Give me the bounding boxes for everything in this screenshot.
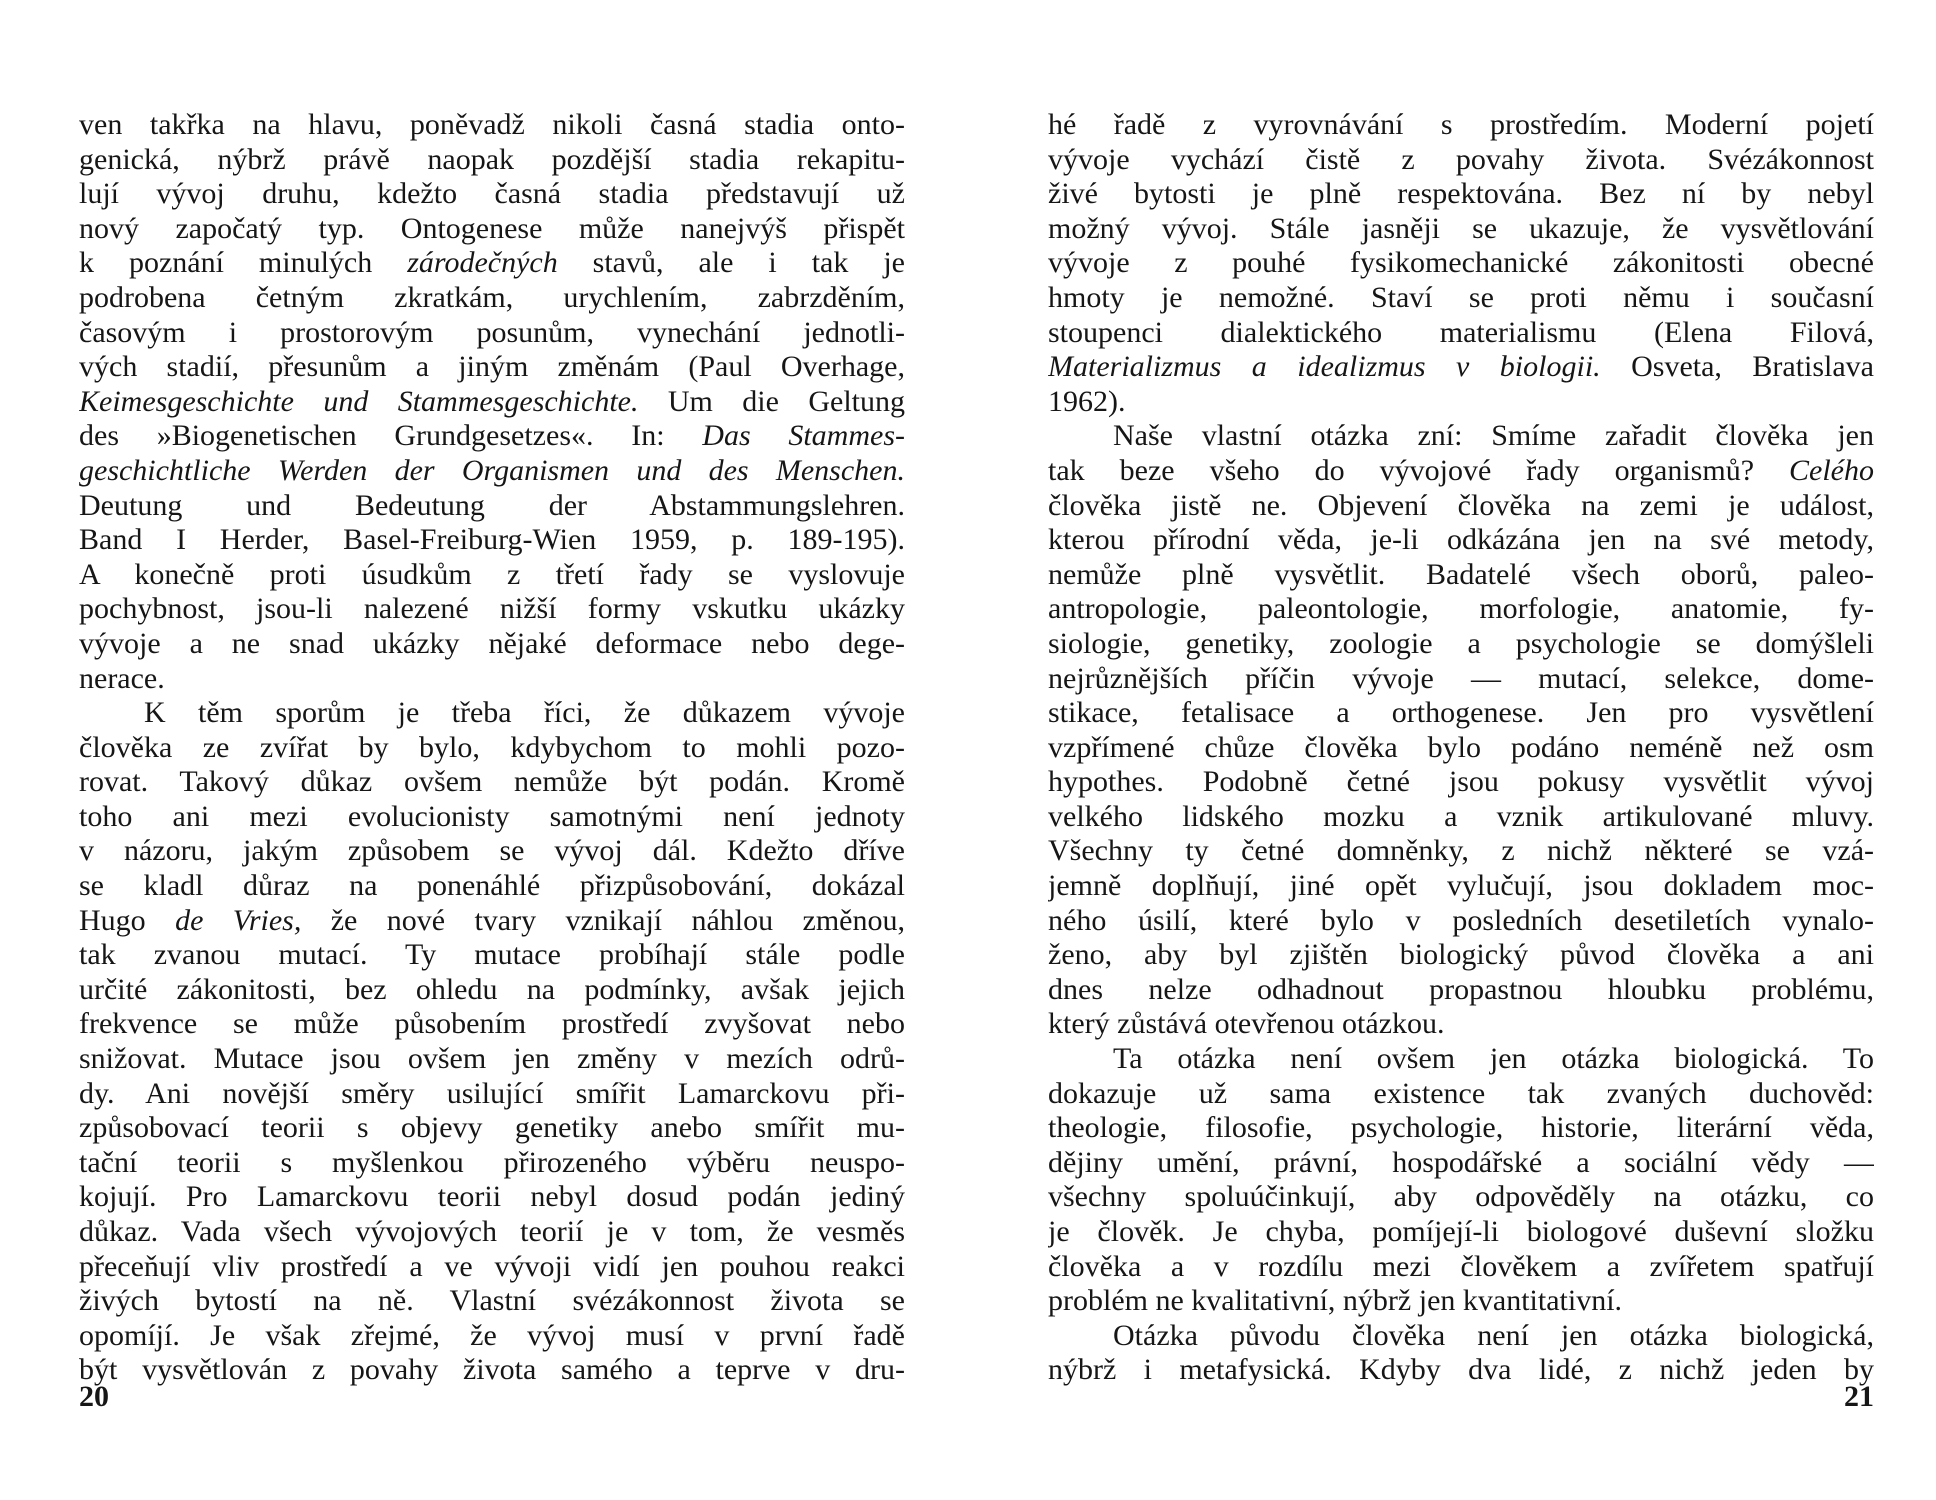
text-line: stikace, fetalisace a orthogenese. Jen pro vysvětlení <box>1048 696 1874 730</box>
text-line: Deutung und Bedeutung der Abstammungslehren. <box>79 488 905 522</box>
text-line: vých stadií, přesunům a jiným změnám (Paul Overhage, <box>79 350 905 384</box>
left-page-number: 20 <box>79 1380 109 1413</box>
text-line: všechny spoluúčinkují, aby odpověděly na otázku, co <box>1048 1180 1874 1214</box>
text-line: ného úsilí, které bylo v posledních desetiletích vynalo- <box>1048 903 1874 937</box>
text-line: člověka jistě ne. Objevení člověka na zemi je událost, <box>1048 488 1874 522</box>
text-line: nemůže plně vysvětlit. Badatelé všech oborů, paleo- <box>1048 557 1874 591</box>
text-line: nový započatý typ. Ontogenese může nanejvýš přispět <box>79 211 905 245</box>
text-line: vývoje z pouhé fysikomechanické zákonitosti obecné <box>1048 246 1874 280</box>
text-line: dějiny umění, právní, hospodářské a sociální vědy — <box>1048 1145 1874 1179</box>
text-line: genická, nýbrž právě naopak pozdější stadia rekapitu- <box>79 142 905 176</box>
text-line: dy. Ani novější směry usilující smířit Lamarckovu při- <box>79 1076 905 1110</box>
text-line: tak zvanou mutací. Ty mutace probíhají stále podle <box>79 938 905 972</box>
right-page <box>1048 108 1874 1478</box>
text-line: toho ani mezi evolucionisty samotnými není jednoty <box>79 799 905 833</box>
text-line: opomíjí. Je však zřejmé, že vývoj musí v první řadě <box>79 1318 905 1352</box>
text-line: Hugo de Vries, že nové tvary vznikají náhlou změnou, <box>79 903 905 937</box>
text-line: v názoru, jakým způsobem se vývoj dál. Kdežto dříve <box>79 834 905 868</box>
text-line: Materializmus a idealizmus v biologii. Osveta, Bratislava <box>1048 350 1874 384</box>
text-line: časovým i prostorovým posunům, vynechání jednotli- <box>79 315 905 349</box>
text-line: kterou přírodní věda, je-li odkázána jen na své metody, <box>1048 523 1874 557</box>
text-line: velkého lidského mozku a vznik artikulované mluvy. <box>1048 799 1874 833</box>
text-line: Naše vlastní otázka zní: Smíme zařadit člověka jen <box>1113 419 1874 453</box>
text-line: možný vývoj. Stále jasněji se ukazuje, že vysvětlování <box>1048 211 1874 245</box>
left-page <box>79 108 905 1478</box>
text-line: dnes nelze odhadnout propastnou hloubku problému, <box>1048 972 1874 1006</box>
text-line: snižovat. Mutace jsou ovšem jen změny v mezích odrů- <box>79 1042 905 1076</box>
text-line: jemně doplňují, jiné opět vylučují, jsou dokladem moc- <box>1048 869 1874 903</box>
text-line: člověka ze zvířat by bylo, kdybychom to mohli pozo- <box>79 730 905 764</box>
text-line: přeceňují vliv prostředí a ve vývoji vidí jen pouhou reakci <box>79 1249 905 1283</box>
text-line: nerace. <box>79 661 165 695</box>
text-line: 1962). <box>1048 384 1126 418</box>
text-line: určité zákonitosti, bez ohledu na podmínky, avšak jejich <box>79 972 905 1006</box>
text-line: hmoty je nemožné. Staví se proti němu i současní <box>1048 280 1874 314</box>
text-line: stoupenci dialektického materialismu (Elena Filová, <box>1048 315 1874 349</box>
text-line: vývoje vychází čistě z povahy života. Svézákonnost <box>1048 142 1874 176</box>
text-line: A konečně proti úsudkům z třetí řady se vyslovuje <box>79 557 905 591</box>
left-page-text <box>79 108 905 1388</box>
text-line: živých bytostí na ně. Vlastní svézákonnost života se <box>79 1284 905 1318</box>
text-line: siologie, genetiky, zoologie a psychologie se domýšleli <box>1048 626 1874 660</box>
text-line: je člověk. Je chyba, pomíjejí-li biologové duševní složku <box>1048 1215 1874 1248</box>
text-line: hé řadě z vyrovnávání s prostředím. Moderní pojetí <box>1048 108 1874 141</box>
right-page-number: 21 <box>1844 1380 1874 1413</box>
text-line: des »Biogenetischen Grundgesetzes«. In: Das Stammes- <box>79 419 905 453</box>
text-line: ven takřka na hlavu, poněvadž nikoli časná stadia onto- <box>79 108 905 141</box>
text-line: Všechny ty četné domněnky, z nichž některé se vzá- <box>1048 834 1874 868</box>
text-line: Band I Herder, Basel-Freiburg-Wien 1959, p. 189-195). <box>79 523 905 557</box>
text-line: nejrůznějších příčin vývoje — mutací, selekce, dome- <box>1048 661 1874 695</box>
text-line: Otázka původu člověka není jen otázka biologická, <box>1113 1318 1874 1352</box>
text-line: problém ne kvalitativní, nýbrž jen kvantitativní. <box>1048 1284 1623 1318</box>
text-line: nýbrž i metafysická. Kdyby dva lidé, z nichž jeden by <box>1048 1353 1874 1387</box>
text-line: kojují. Pro Lamarckovu teorii nebyl dosud podán jediný <box>79 1180 905 1214</box>
text-line: pochybnost, jsou-li nalezené nižší formy vskutku ukázky <box>79 592 905 626</box>
text-line: frekvence se může působením prostředí zvyšovat nebo <box>79 1007 905 1041</box>
text-line: geschichtliche Werden der Organismen und des Menschen. <box>79 453 905 487</box>
text-line: živé bytosti je plně respektována. Bez ní by nebyl <box>1048 177 1874 211</box>
text-line: hypothes. Podobně četné jsou pokusy vysvětlit vývoj <box>1048 765 1874 799</box>
text-line: podrobena četným zkratkám, urychlením, zabrzděním, <box>79 280 905 314</box>
text-line: který zůstává otevřenou otázkou. <box>1048 1007 1445 1041</box>
text-line: být vysvětlován z povahy života samého a teprve v dru- <box>79 1353 905 1387</box>
text-line: Keimesgeschichte und Stammesgeschichte. Um die Geltung <box>79 384 905 418</box>
right-page-text <box>1048 108 1874 1388</box>
text-line: Ta otázka není ovšem jen otázka biologická. To <box>1113 1042 1874 1076</box>
text-line: tak beze všeho do vývojové řady organismů? Celého <box>1048 453 1874 487</box>
text-line: člověka a v rozdílu mezi člověkem a zvířetem spatřují <box>1048 1249 1874 1283</box>
text-line: tační teorii s myšlenkou přirozeného výběru neuspo- <box>79 1145 905 1179</box>
text-line: theologie, filosofie, psychologie, historie, literární věda, <box>1048 1111 1874 1145</box>
text-line: rovat. Takový důkaz ovšem nemůže být podán. Kromě <box>79 765 905 799</box>
text-line: k poznání minulých zárodečných stavů, ale i tak je <box>79 246 905 280</box>
text-line: dokazuje už sama existence tak zvaných duchověd: <box>1048 1076 1874 1110</box>
text-line: lují vývoj druhu, kdežto časná stadia představují už <box>79 177 905 211</box>
text-line: vývoje a ne snad ukázky nějaké deformace nebo dege- <box>79 626 905 660</box>
text-line: antropologie, paleontologie, morfologie, anatomie, fy- <box>1048 592 1874 626</box>
text-line: způsobovací teorii s objevy genetiky anebo smířit mu- <box>79 1111 905 1145</box>
text-line: se kladl důraz na ponenáhlé přizpůsobování, dokázal <box>79 869 905 903</box>
text-line: důkaz. Vada všech vývojových teorií je v tom, že vesměs <box>79 1215 905 1248</box>
text-line: ženo, aby byl zjištěn biologický původ člověka a ani <box>1048 938 1874 972</box>
text-line: vzpřímené chůze člověka bylo podáno neméně než osm <box>1048 730 1874 764</box>
text-line: K těm sporům je třeba říci, že důkazem vývoje <box>144 696 905 730</box>
